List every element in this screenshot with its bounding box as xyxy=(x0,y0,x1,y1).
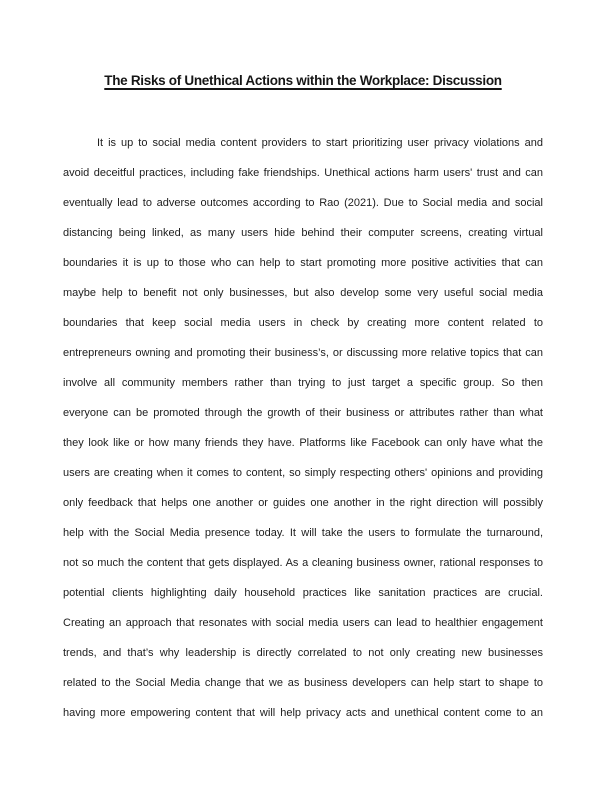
paragraph-line: involve all community members rather than trying to just target a specific group. So then xyxy=(63,377,543,389)
paragraph-line: boundaries that keep social media users in check by creating more content related to xyxy=(63,317,543,329)
body-paragraph xyxy=(63,128,543,728)
document-title: The Risks of Unethical Actions within the Workplace: Discussion xyxy=(104,73,502,88)
paragraph-line: maybe help to benefit not only businesses, but also develop some very useful social media xyxy=(63,287,543,299)
paragraph-line: everyone can be promoted through the growth of their business or attributes rather than what xyxy=(63,407,543,419)
paragraph-line: eventually lead to adverse outcomes according to Rao (2021). Due to Social media and social xyxy=(63,197,543,209)
paragraph-line: It is up to social media content providers to start prioritizing user privacy violations and xyxy=(97,137,543,149)
paragraph-line: not so much the content that gets displayed. As a cleaning business owner, rational responses to xyxy=(63,557,543,569)
paragraph-line: related to the Social Media change that we as business developers can help start to shape to xyxy=(63,677,543,689)
paragraph-line: help with the Social Media presence today. It will take the users to formulate the turnaround, xyxy=(63,527,543,539)
paragraph-line: distancing being linked, as many users hide behind their computer screens, creating virtual xyxy=(63,227,543,239)
paragraph-line: they look like or how many friends they have. Platforms like Facebook can only have what the xyxy=(63,437,543,449)
paragraph-line: entrepreneurs owning and promoting their business’s, or discussing more relative topics that can xyxy=(63,347,543,359)
paragraph-line: users are creating when it comes to content, so simply respecting others' opinions and providing xyxy=(63,467,543,479)
paragraph-line: avoid deceitful practices, including fake friendships. Unethical actions harm users' trust and can xyxy=(63,167,543,179)
paragraph-line: having more empowering content that will help privacy acts and unethical content come to an xyxy=(63,707,543,719)
paragraph-line: boundaries it is up to those who can help to start promoting more positive activities that can xyxy=(63,257,543,269)
paragraph-line: only feedback that helps one another or guides one another in the right direction will possibly xyxy=(63,497,543,509)
paragraph-line: potential clients highlighting daily household practices like sanitation practices are crucial. xyxy=(63,587,543,599)
paragraph-line: trends, and that’s why leadership is directly correlated to not only creating new businesses xyxy=(63,647,543,659)
paragraph-line: Creating an approach that resonates with social media users can lead to healthier engagement xyxy=(63,617,543,629)
